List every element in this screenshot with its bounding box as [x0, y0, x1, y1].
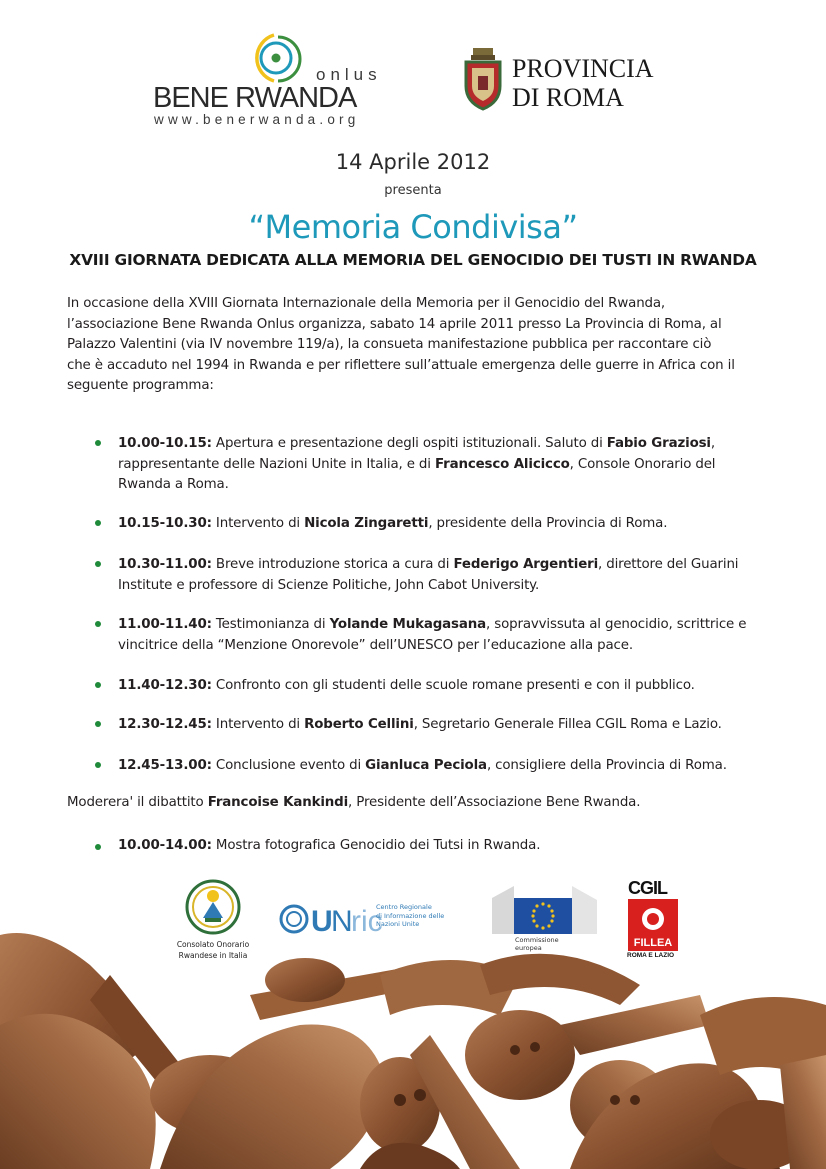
bullet-icon [95, 561, 101, 567]
intro-line: Palazzo Valentini (via IV novembre 119/a), la consueta manifestazione pubblica per raccontare ciò [67, 337, 712, 352]
program-text: , presidente della Provincia di Roma. [428, 516, 668, 531]
consolato-line-2: Rwandese in Italia [178, 951, 248, 960]
event-subtitle: XVIII GIORNATA DEDICATA ALLA MEMORIA DEL GENOCIDIO DEI TUSTI IN RWANDA [69, 251, 757, 269]
intro-line: In occasione della XVIII Giornata Internazionale della Memoria per il Genocidio del Rwanda, [67, 296, 666, 311]
intro-paragraph [67, 294, 772, 397]
consolato-line-1: Consolato Onorario [176, 940, 250, 949]
bene-rwanda-emblem-icon [248, 32, 304, 84]
rwanda-seal-icon [185, 878, 241, 936]
bullet-icon [95, 762, 101, 768]
ue-label [515, 936, 559, 952]
ue-line-2: europea [515, 944, 542, 952]
un-emblem-icon [278, 902, 383, 938]
program-time: 10.00-10.15: [118, 436, 212, 451]
speaker-name: Nicola Zingaretti [304, 516, 429, 531]
bullet-icon [95, 682, 101, 688]
bene-rwanda-logo [150, 30, 400, 130]
program-text: Testimonianza di [211, 617, 330, 632]
unric-label [376, 903, 444, 929]
eu-flag-icon [492, 884, 597, 934]
moderator-line [67, 795, 640, 810]
exhibition-item [95, 836, 775, 857]
provincia-crest-icon [462, 46, 504, 112]
provincia-line-1: PROVINCIA [512, 54, 654, 83]
logo-name-text: BENE RWANDA [153, 82, 357, 114]
program-text: , sopravvissuta al genocidio, scrittrice e [486, 617, 747, 632]
program-item [95, 715, 775, 736]
consolato-label [168, 939, 258, 961]
provincia-roma-logo [462, 44, 682, 116]
moderator-name: Francoise Kankindi [207, 795, 349, 810]
program-text: , direttore del Guarini [598, 557, 739, 572]
consolato-logo [168, 878, 258, 968]
svg-text:U: U [311, 905, 333, 938]
ue-line-1: Commissione [515, 936, 559, 944]
program-text: , Console Onorario del [569, 456, 716, 472]
program-item [95, 676, 775, 697]
event-title: “Memoria Condivisa” [248, 208, 578, 246]
bullet-icon [95, 621, 101, 627]
fillea-text: FILLEA [633, 937, 673, 949]
provincia-name [512, 54, 654, 112]
unric-logo [278, 900, 473, 940]
program-text: rappresentante delle Nazioni Unite in Italia, e di [118, 456, 435, 472]
program-item [95, 756, 775, 777]
program-text: vincitrice della “Menzione Onorevole” dell’UNESCO per l’educazione alla pace. [118, 637, 633, 653]
program-text: Breve introduzione storica a cura di [211, 557, 454, 572]
program-text: , consigliere della Provincia di Roma. [486, 758, 727, 773]
program-text: Apertura e presentazione degli ospiti istituzionali. Saluto di [211, 436, 607, 451]
program-time: 12.30-12.45: [118, 717, 212, 732]
intro-line: che è accaduto nel 1994 in Rwanda e per riflettere sull’attuale emergenza delle guerre in Africa con il [67, 357, 735, 373]
program-text: , Segretario Generale Fillea CGIL Roma e Lazio. [413, 717, 722, 732]
program-time: 10.15-10.30: [118, 516, 212, 531]
bullet-icon [95, 721, 101, 727]
exhibition-time: 10.00-14.00: [118, 838, 212, 853]
provincia-line-2: DI ROMA [512, 83, 624, 112]
program-time: 11.00-11.40: [118, 617, 212, 632]
program-item [95, 434, 775, 496]
cgil-foot-text: ROMA E LAZIO [627, 952, 675, 959]
program-text: Institute e professore di Scienze Politiche, John Cabot University. [118, 577, 540, 593]
moderator-text: Moderera' il dibattito [67, 795, 208, 810]
program-text: Confronto con gli studenti delle scuole romane presenti e con il pubblico. [211, 678, 695, 693]
cgil-text: CGIL [628, 878, 667, 898]
logo-url-text: www.benerwanda.org [154, 112, 360, 127]
speaker-name: Yolande Mukagasana [329, 617, 487, 632]
program-item [95, 514, 775, 535]
speaker-name: Federigo Argentieri [453, 557, 599, 572]
cgil-fillea-logo [626, 880, 682, 962]
wood-sculpture-image [0, 905, 826, 1169]
intro-line: seguente programma: [67, 378, 214, 393]
program-text: Rwanda a Roma. [118, 477, 229, 492]
program-text: , [710, 436, 715, 451]
intro-line: l’associazione Bene Rwanda Onlus organizza, sabato 14 aprile 2011 presso La Provincia di Roma, al [67, 316, 722, 332]
program-item [95, 555, 775, 596]
program-text: Conclusione evento di [211, 758, 366, 773]
program-time: 10.30-11.00: [118, 557, 212, 572]
bullet-icon [95, 440, 101, 446]
unric-line-1: Centro Regionale [376, 903, 432, 911]
event-date: 14 Aprile 2012 [335, 150, 491, 174]
bullet-icon [95, 520, 101, 526]
program-time: 12.45-13.00: [118, 758, 212, 773]
svg-text:N: N [331, 905, 353, 938]
speaker-name: Francesco Alicicco [434, 456, 570, 472]
program-item [95, 615, 775, 656]
presenta-text: presenta [384, 183, 442, 198]
unric-line-3: Nazioni Unite [376, 920, 420, 928]
moderator-text: , Presidente dell’Associazione Bene Rwanda. [348, 795, 641, 810]
program-text: Intervento di [211, 516, 305, 531]
program-time: 11.40-12.30: [118, 678, 212, 693]
european-commission-logo [492, 884, 597, 956]
logo-onlus-text: onlus [316, 65, 382, 84]
fillea-emblem-icon [628, 899, 678, 951]
program-text: Intervento di [211, 717, 305, 732]
exhibition-text: Mostra fotografica Genocidio dei Tutsi in Rwanda. [211, 838, 541, 853]
speaker-name: Gianluca Peciola [365, 758, 487, 773]
speaker-name: Roberto Cellini [304, 717, 414, 732]
svg-text:ric: ric [351, 905, 383, 938]
bullet-icon [95, 844, 101, 850]
speaker-name: Fabio Graziosi [606, 436, 711, 451]
unric-line-2: di Informazione delle [376, 911, 445, 920]
